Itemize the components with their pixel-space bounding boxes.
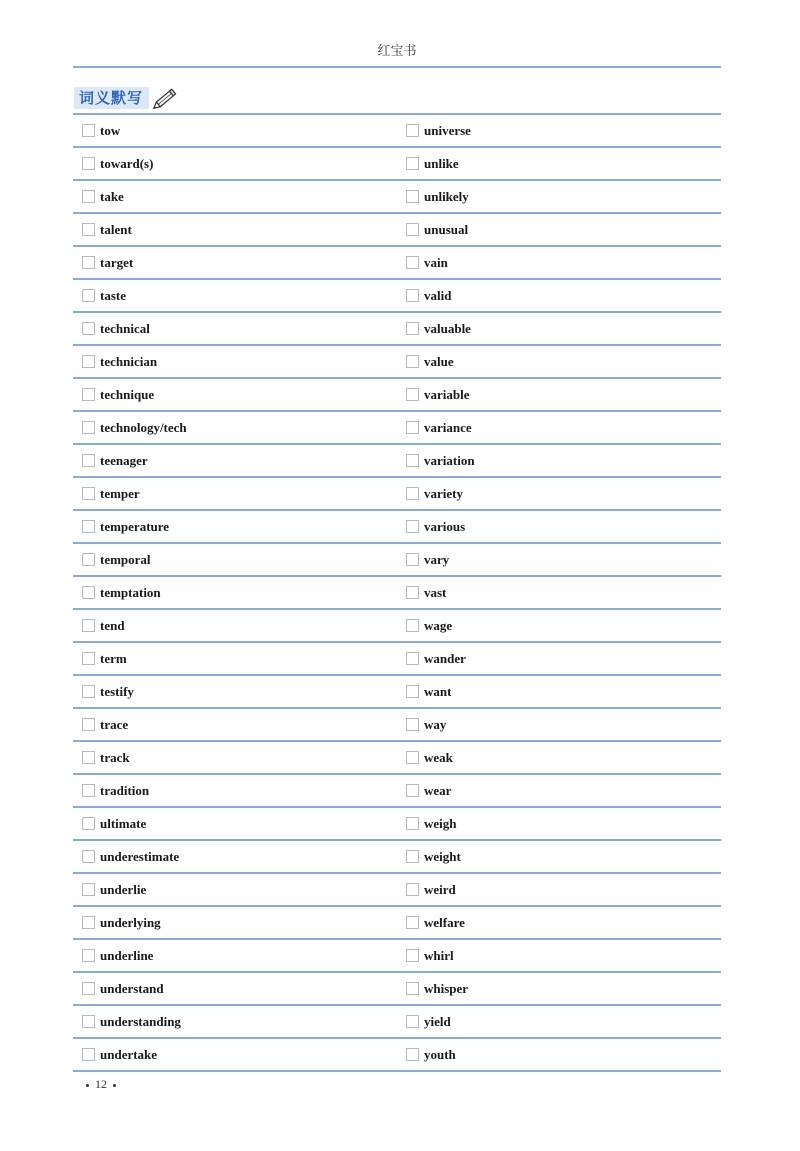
vocab-item-right — [406, 346, 454, 377]
checkbox-icon[interactable] — [406, 487, 419, 500]
checkbox-icon[interactable] — [406, 124, 419, 137]
vocab-word: way — [424, 716, 447, 732]
checkbox-icon[interactable] — [82, 586, 95, 599]
checkbox-icon[interactable] — [82, 454, 95, 467]
checkbox-icon[interactable] — [406, 157, 419, 170]
vocab-word: tradition — [100, 782, 150, 798]
vocab-item-right — [406, 709, 446, 740]
vocab-word: unlikely — [424, 188, 469, 204]
vocab-word: temperature — [100, 518, 170, 534]
vocab-item-right — [406, 973, 468, 1004]
checkbox-icon[interactable] — [82, 322, 95, 335]
checkbox-icon[interactable] — [406, 982, 419, 995]
vocab-word: temporal — [100, 551, 151, 567]
vocab-row — [73, 1006, 721, 1039]
vocab-word: tow — [100, 122, 121, 138]
vocab-item-right — [406, 577, 446, 608]
vocab-row — [73, 148, 721, 181]
checkbox-icon[interactable] — [82, 553, 95, 566]
vocab-item-right — [406, 940, 454, 971]
vocab-word: unusual — [424, 221, 469, 237]
vocab-word: taste — [100, 287, 126, 303]
checkbox-icon[interactable] — [406, 223, 419, 236]
checkbox-icon[interactable] — [406, 586, 419, 599]
vocab-word: vast — [424, 584, 447, 600]
checkbox-icon[interactable] — [406, 322, 419, 335]
vocab-item-right — [406, 379, 470, 410]
vocab-word: temptation — [100, 584, 161, 600]
running-header — [73, 38, 721, 68]
checkbox-icon[interactable] — [82, 883, 95, 896]
vocab-row — [73, 907, 721, 940]
vocab-word: term — [100, 650, 127, 666]
section-title: 词义默写 — [74, 87, 149, 109]
checkbox-icon[interactable] — [82, 850, 95, 863]
checkbox-icon[interactable] — [82, 289, 95, 302]
checkbox-icon[interactable] — [82, 520, 95, 533]
vocab-row — [73, 841, 721, 874]
checkbox-icon[interactable] — [82, 817, 95, 830]
vocab-word: weak — [424, 749, 453, 765]
vocab-item-right — [406, 874, 456, 905]
header-title: 红宝书 — [377, 44, 417, 59]
checkbox-icon[interactable] — [406, 685, 419, 698]
vocab-word: testify — [100, 683, 134, 699]
checkbox-icon[interactable] — [406, 883, 419, 896]
vocab-word: underline — [100, 947, 154, 963]
checkbox-icon[interactable] — [82, 157, 95, 170]
vocab-word: target — [100, 254, 134, 270]
checkbox-icon[interactable] — [406, 388, 419, 401]
checkbox-icon[interactable] — [82, 190, 95, 203]
vocab-row — [73, 247, 721, 280]
checkbox-icon[interactable] — [82, 223, 95, 236]
vocab-word: unlike — [424, 155, 459, 171]
checkbox-icon[interactable] — [406, 718, 419, 731]
vocab-list — [73, 113, 721, 1072]
vocab-word: toward(s) — [100, 155, 154, 171]
vocab-word: various — [424, 518, 466, 534]
vocab-word: wage — [424, 617, 453, 633]
vocab-item-left — [82, 610, 125, 641]
checkbox-icon[interactable] — [82, 619, 95, 632]
vocab-item-left — [82, 544, 151, 575]
vocab-word: weight — [424, 848, 461, 864]
checkbox-icon[interactable] — [82, 1015, 95, 1028]
vocab-item-left — [82, 874, 146, 905]
checkbox-icon[interactable] — [406, 619, 419, 632]
vocab-item-left — [82, 973, 164, 1004]
page-number: 12 — [95, 1077, 107, 1091]
vocab-row — [73, 379, 721, 412]
checkbox-icon[interactable] — [406, 289, 419, 302]
vocab-item-left — [82, 940, 153, 971]
checkbox-icon[interactable] — [82, 685, 95, 698]
checkbox-icon[interactable] — [406, 421, 419, 434]
vocab-word: valuable — [424, 320, 471, 336]
checkbox-icon[interactable] — [82, 1048, 95, 1061]
checkbox-icon[interactable] — [82, 718, 95, 731]
vocab-row — [73, 775, 721, 808]
vocab-item-left — [82, 412, 187, 443]
vocab-item-left — [82, 709, 128, 740]
vocab-row — [73, 181, 721, 214]
vocab-row — [73, 346, 721, 379]
vocab-item-right — [406, 445, 475, 476]
vocab-item-right — [406, 907, 465, 938]
vocab-item-right — [406, 610, 452, 641]
vocab-row — [73, 643, 721, 676]
vocab-item-left — [82, 346, 157, 377]
vocab-item-left — [82, 379, 154, 410]
vocab-item-left — [82, 1006, 181, 1037]
vocab-word: tend — [100, 617, 125, 633]
vocab-row — [73, 445, 721, 478]
vocab-row — [73, 280, 721, 313]
vocab-row — [73, 973, 721, 1006]
vocab-word: undertake — [100, 1046, 158, 1062]
checkbox-icon[interactable] — [406, 817, 419, 830]
checkbox-icon[interactable] — [406, 1048, 419, 1061]
vocab-item-left — [82, 841, 179, 872]
checkbox-icon[interactable] — [82, 784, 95, 797]
checkbox-icon[interactable] — [406, 1015, 419, 1028]
vocab-item-right — [406, 841, 461, 872]
vocab-word: weigh — [424, 815, 457, 831]
vocab-word: valid — [424, 287, 452, 303]
vocab-word: variance — [424, 419, 472, 435]
page-footer — [80, 1077, 122, 1092]
vocab-item-right — [406, 1006, 451, 1037]
vocab-item-right — [406, 775, 451, 806]
vocab-word: variable — [424, 386, 470, 402]
vocab-item-right — [406, 247, 448, 278]
vocab-row — [73, 544, 721, 577]
vocab-word: youth — [424, 1046, 456, 1062]
vocab-word: vain — [424, 254, 448, 270]
vocab-word: talent — [100, 221, 132, 237]
vocab-row — [73, 511, 721, 544]
vocab-item-left — [82, 313, 150, 344]
vocab-word: understand — [100, 980, 164, 996]
vocab-word: trace — [100, 716, 129, 732]
checkbox-icon[interactable] — [406, 850, 419, 863]
vocab-item-left — [82, 808, 146, 839]
checkbox-icon[interactable] — [406, 751, 419, 764]
vocab-row — [73, 676, 721, 709]
vocab-item-left — [82, 115, 120, 146]
bullet-dot — [113, 1084, 116, 1087]
vocab-word: underestimate — [100, 848, 180, 864]
checkbox-icon[interactable] — [82, 751, 95, 764]
vocab-row — [73, 874, 721, 907]
vocab-row — [73, 940, 721, 973]
vocab-item-right — [406, 511, 465, 542]
vocab-item-left — [82, 445, 148, 476]
vocab-item-left — [82, 643, 127, 674]
vocab-row — [73, 214, 721, 247]
vocab-word: technology/tech — [100, 419, 187, 435]
vocab-word: technical — [100, 320, 150, 336]
checkbox-icon[interactable] — [82, 652, 95, 665]
checkbox-icon[interactable] — [82, 421, 95, 434]
section-heading — [74, 86, 179, 110]
vocab-item-right — [406, 313, 471, 344]
checkbox-icon[interactable] — [82, 949, 95, 962]
pencil-icon — [153, 86, 179, 110]
vocab-word: track — [100, 749, 130, 765]
vocab-item-right — [406, 412, 472, 443]
vocab-word: understanding — [100, 1013, 181, 1029]
vocab-word: underlie — [100, 881, 147, 897]
vocab-row — [73, 610, 721, 643]
vocab-item-right — [406, 1039, 456, 1070]
checkbox-icon[interactable] — [406, 784, 419, 797]
vocab-word: weird — [424, 881, 456, 897]
vocab-row — [73, 1039, 721, 1072]
vocab-word: wear — [424, 782, 452, 798]
vocab-item-right — [406, 676, 451, 707]
vocab-word: whirl — [424, 947, 454, 963]
vocab-word: want — [424, 683, 452, 699]
vocab-item-left — [82, 1039, 157, 1070]
vocab-word: universe — [424, 122, 471, 138]
checkbox-icon[interactable] — [82, 487, 95, 500]
vocab-item-left — [82, 775, 149, 806]
vocab-word: value — [424, 353, 454, 369]
vocab-row — [73, 412, 721, 445]
vocab-row — [73, 808, 721, 841]
vocab-row — [73, 709, 721, 742]
checkbox-icon[interactable] — [406, 652, 419, 665]
vocab-word: take — [100, 188, 124, 204]
checkbox-icon[interactable] — [82, 124, 95, 137]
vocab-word: teenager — [100, 452, 148, 468]
vocab-row — [73, 478, 721, 511]
vocab-word: underlying — [100, 914, 161, 930]
vocab-word: vary — [424, 551, 450, 567]
vocab-item-right — [406, 181, 469, 212]
vocab-item-right — [406, 643, 466, 674]
vocab-word: whisper — [424, 980, 469, 996]
checkbox-icon[interactable] — [82, 355, 95, 368]
vocab-word: technique — [100, 386, 155, 402]
vocab-word: variety — [424, 485, 463, 501]
checkbox-icon[interactable] — [82, 982, 95, 995]
vocab-word: yield — [424, 1013, 451, 1029]
vocab-row — [73, 313, 721, 346]
vocab-word: wander — [424, 650, 466, 666]
bullet-dot — [86, 1084, 89, 1087]
vocab-item-left — [82, 478, 140, 509]
vocab-row — [73, 115, 721, 148]
checkbox-icon[interactable] — [406, 553, 419, 566]
vocab-item-left — [82, 907, 161, 938]
vocab-item-left — [82, 214, 132, 245]
vocab-word: ultimate — [100, 815, 147, 831]
vocab-item-left — [82, 676, 134, 707]
vocab-word: technician — [100, 353, 158, 369]
checkbox-icon[interactable] — [406, 454, 419, 467]
vocab-item-right — [406, 478, 463, 509]
vocab-item-left — [82, 148, 153, 179]
vocab-item-left — [82, 280, 126, 311]
checkbox-icon[interactable] — [82, 256, 95, 269]
vocab-item-right — [406, 214, 468, 245]
vocab-item-left — [82, 742, 130, 773]
vocab-item-right — [406, 742, 453, 773]
vocab-item-left — [82, 577, 161, 608]
vocab-row — [73, 742, 721, 775]
vocab-item-right — [406, 115, 471, 146]
checkbox-icon[interactable] — [406, 520, 419, 533]
vocab-item-left — [82, 511, 169, 542]
vocab-item-right — [406, 148, 459, 179]
checkbox-icon[interactable] — [82, 916, 95, 929]
vocab-word: variation — [424, 452, 475, 468]
vocab-row — [73, 577, 721, 610]
checkbox-icon[interactable] — [406, 949, 419, 962]
vocab-item-right — [406, 544, 449, 575]
vocab-item-left — [82, 247, 133, 278]
checkbox-icon[interactable] — [406, 916, 419, 929]
checkbox-icon[interactable] — [406, 256, 419, 269]
vocab-word: temper — [100, 485, 140, 501]
vocab-word: welfare — [424, 914, 465, 930]
checkbox-icon[interactable] — [82, 388, 95, 401]
checkbox-icon[interactable] — [406, 355, 419, 368]
vocab-item-left — [82, 181, 124, 212]
vocab-item-right — [406, 808, 457, 839]
vocab-item-right — [406, 280, 451, 311]
checkbox-icon[interactable] — [406, 190, 419, 203]
